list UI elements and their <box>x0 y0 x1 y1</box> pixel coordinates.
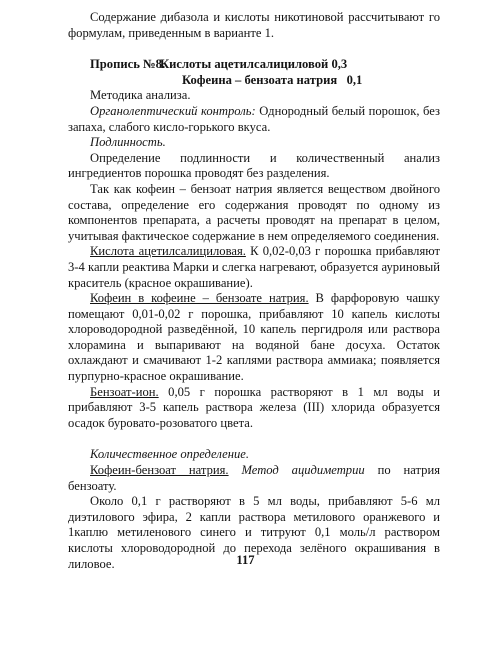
benzoate-test-paragraph <box>68 385 440 432</box>
recipe-ingredient-1: Кислоты ацетилсалициловой 0,3 <box>160 57 348 72</box>
recipe-row-1 <box>68 57 440 73</box>
acidimetry-method: Метод ацидиметрии <box>241 463 365 478</box>
acid-test-paragraph <box>68 244 440 291</box>
organoleptic-heading: Органолептический контроль: <box>90 103 256 118</box>
intro-paragraph: Содержание дибазола и кислоты никотиновой рассчитывают го формулам, приведенным в варианте 1. <box>68 10 440 40</box>
caffeine-test-paragraph <box>68 291 440 385</box>
organoleptic-text: Однородный белый порошок, без запаха, слабого кисло-горького вкуса. <box>68 103 440 134</box>
recipe-label: Пропись №8. <box>90 57 166 72</box>
titration-paragraph: Около 0,1 г растворяют в 5 мл воды, прибавляют 5-6 мл диэтилового эфира, 2 капли раствора метилового оранжевого и 1каплю метиленового синего и титруют 0,1 моль/л раствором кислоты хлороводородной до перехода зелёного окрашивания в лиловое. <box>68 494 440 571</box>
paragraph-joint-analysis: Определение подлинности и количественный анализ ингредиентов порошка проводят без разделения. <box>68 150 440 181</box>
caffeine-test-text: В фарфоровую чашку помещают 0,01-0,02 г порошка, прибавляют 10 капель кислоты хлороводородной разведённой, 10 капель пергидроля или раствора хлорамина и выпаривают на водяной бане досуха. Остаток охлаждают и смачивают 1-2 каплями раствора аммиака; появляется пурпурно-красное окрашивание. <box>68 291 440 384</box>
recipe-block <box>68 57 440 88</box>
document-page <box>68 10 440 572</box>
acid-test-heading: Кислота ацетилсалициловая. <box>90 244 246 259</box>
benzoate-test-text: 0,05 г порошка растворяют в 1 мл воды и прибавляют 3-5 капель раствора железа (III) хлорида образуется осадок буровато-розоватого цвета. <box>68 384 440 430</box>
method-heading: Методика анализа. <box>90 88 191 103</box>
acidimetry-paragraph <box>68 463 440 494</box>
acid-test-text: К 0,02-0,03 г порошка прибавляют 3-4 капли реактива Марки и слегка нагревают, образуется ауриновый краситель (красное окрашивание). <box>68 244 440 290</box>
acidimetry-text: по натрия бензоату. <box>68 463 440 493</box>
benzoate-test-heading: Бензоат-ион. <box>90 384 159 399</box>
organoleptic-paragraph <box>68 104 440 135</box>
authenticity-heading: Подлинность. <box>90 135 166 150</box>
recipe-ingredient-2: Кофеина – бензоата натрия 0,1 <box>182 72 363 87</box>
caffeine-test-heading: Кофеин в кофеине – бензоате натрия. <box>90 291 309 306</box>
page-number: 117 <box>236 553 255 567</box>
acidimetry-heading: Кофеин-бензоат натрия. <box>90 463 229 478</box>
section-gap <box>68 431 440 447</box>
quantitative-heading: Количественное определение. <box>90 447 250 462</box>
paragraph-double-compound: Так как кофеин – бензоат натрия является веществом двойного состава, определение его содержания проводят по одному из компонентов препарата, а расчеты проводят на препарат в целом, учитывая фактическое содержание в нем определяемого соединения. <box>68 181 440 243</box>
